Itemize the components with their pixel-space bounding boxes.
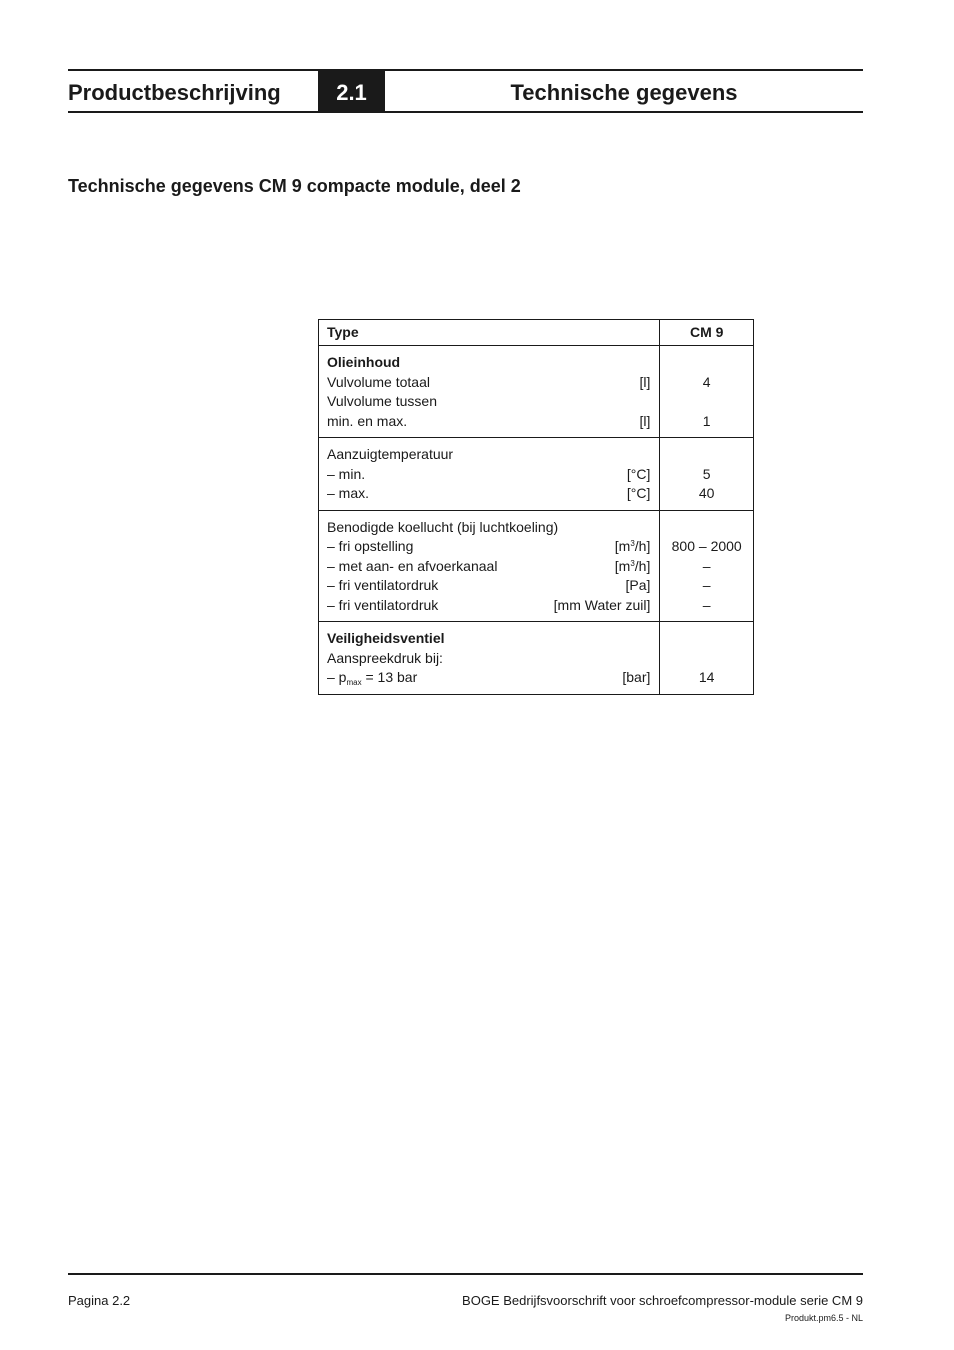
row-value: 800 – 2000 <box>671 538 742 554</box>
row-value: 5 <box>702 465 711 482</box>
model-header: CM 9 <box>660 320 754 346</box>
row-unit: [l] <box>639 412 651 429</box>
row-unit: [mm Water zuil] <box>553 596 651 613</box>
table-section <box>319 622 754 695</box>
document-title: BOGE Bedrijfsvoorschrift voor schroefcompressor-module serie CM 9 <box>462 1293 863 1308</box>
row-value: – <box>702 577 711 593</box>
section-title: Benodigde koellucht (bij luchtkoeling) <box>327 518 559 535</box>
row-unit: [bar] <box>622 669 651 685</box>
page-heading: Technische gegevens CM 9 compacte module, deel 2 <box>68 176 521 196</box>
label-cell <box>319 622 660 695</box>
row-value: 1 <box>702 412 711 429</box>
table-section <box>319 510 754 622</box>
type-header: Type <box>319 320 660 346</box>
row-value: – <box>702 596 711 613</box>
row-value: 4 <box>702 373 711 390</box>
spec-table <box>318 319 754 695</box>
section-number: 2.1 <box>318 71 385 113</box>
row-value: 40 <box>698 485 715 501</box>
value-cell <box>660 346 754 438</box>
label-cell <box>319 346 660 438</box>
table-header-row <box>319 320 754 346</box>
row-value: 14 <box>698 669 715 685</box>
label-cell <box>319 510 660 622</box>
section-title: Olieinhoud <box>327 354 401 370</box>
page-number: Pagina 2.2 <box>68 1293 131 1308</box>
row-label: – max. <box>327 485 370 501</box>
section-title: Veiligheidsventiel <box>327 630 445 646</box>
row-label: Vulvolume tussen <box>327 393 437 409</box>
row-unit: [°C] <box>626 465 651 482</box>
row-unit: [l] <box>639 373 651 390</box>
value-cell <box>660 510 754 622</box>
section-title: Aanzuigtemperatuur <box>327 446 454 462</box>
chapter-title: Productbeschrijving <box>68 80 281 105</box>
row-label: – met aan- en afvoerkanaal <box>327 557 498 574</box>
value-cell <box>660 438 754 511</box>
page-header <box>68 69 863 113</box>
row-unit: [Pa] <box>625 577 651 593</box>
footer-divider <box>68 1273 863 1275</box>
row-unit: $[m^3/h]$ <box>614 538 651 554</box>
row-label: – fri opstelling <box>327 538 414 554</box>
row-label: Aanspreekdruk bij: <box>327 649 443 666</box>
row-label: min. en max. <box>327 412 408 429</box>
file-reference: Produkt.pm6.5 - NL <box>784 1313 863 1323</box>
row-label: – fri ventilatordruk <box>327 596 439 613</box>
row-label: – min. <box>327 465 366 482</box>
row-label: – $p_{max} = 13$ bar <box>327 669 418 687</box>
table-section <box>319 438 754 511</box>
value-cell <box>660 622 754 695</box>
label-cell <box>319 438 660 511</box>
row-label: Vulvolume totaal <box>327 373 430 390</box>
row-unit: [°C] <box>626 485 651 501</box>
row-value: – <box>702 557 711 574</box>
row-unit: $[m^3/h]$ <box>614 557 651 574</box>
row-label: – fri ventilatordruk <box>327 577 439 593</box>
section-title: Technische gegevens <box>510 80 738 105</box>
table-section <box>319 346 754 438</box>
